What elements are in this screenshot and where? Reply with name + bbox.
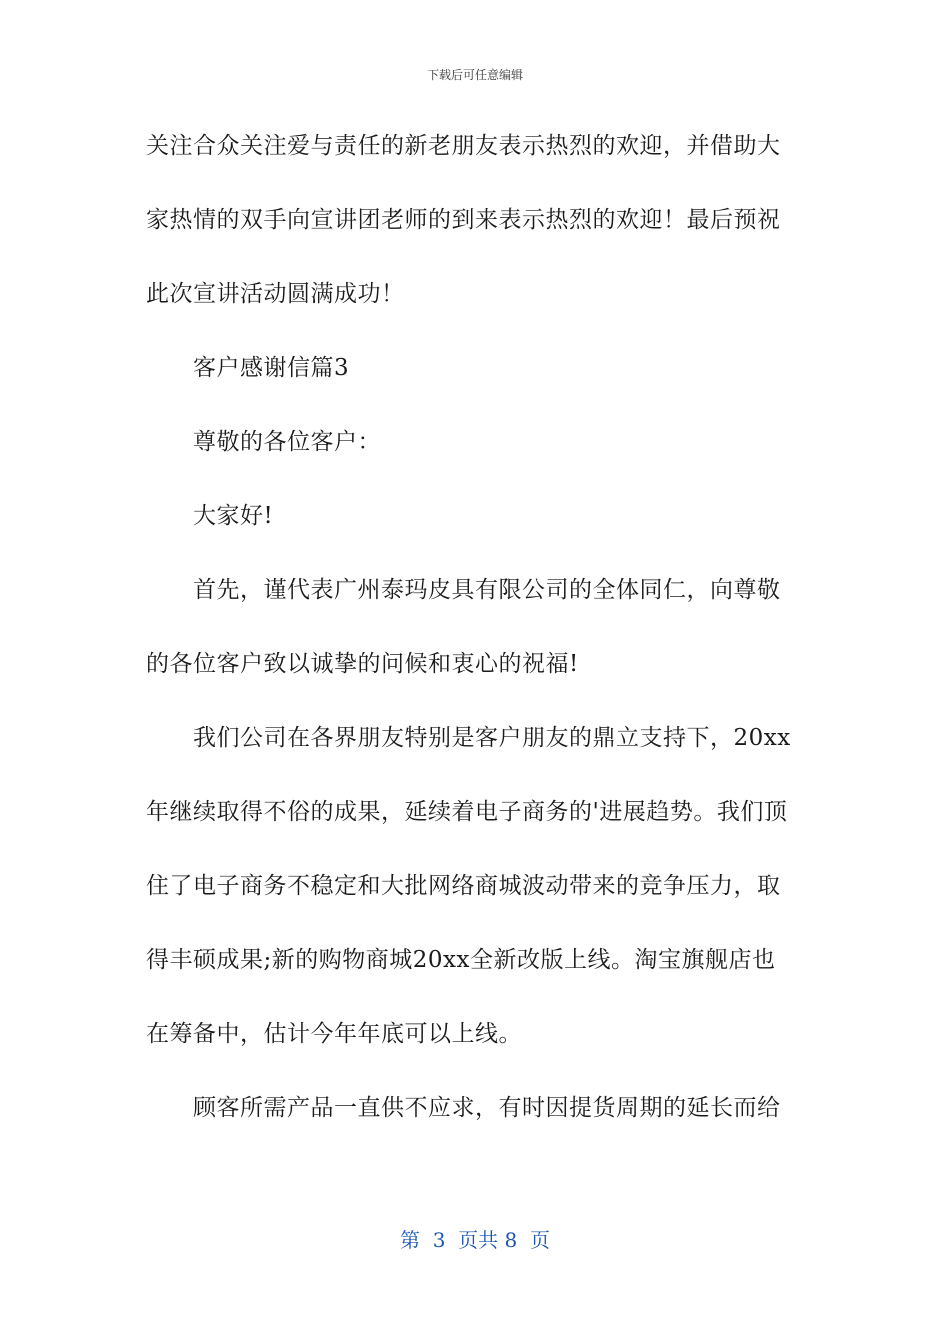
body-line: 顾客所需产品一直供不应求，有时因提货周期的延长而给 <box>193 1095 781 1121</box>
page-header: 下载后可任意编辑 <box>426 68 523 82</box>
section-title: 客户感谢信篇3 <box>193 355 350 381</box>
body-line: 我们公司在各界朋友特别是客户朋友的鼎立支持下，20xx <box>193 725 791 751</box>
body-line: 家热情的双手向宣讲团老师的到来表示热烈的欢迎！最后预祝 <box>146 207 781 233</box>
body-line: 关注合众关注爱与责任的新老朋友表示热烈的欢迎，并借助大 <box>146 133 781 159</box>
document-body <box>146 122 816 1158</box>
salutation: 尊敬的各位客户： <box>193 429 381 455</box>
body-line: 的各位客户致以诚挚的问候和衷心的祝福! <box>146 651 579 677</box>
body-line: 此次宣讲活动圆满成功！ <box>146 281 405 307</box>
body-line: 年继续取得不俗的成果，延续着电子商务的'进展趋势。我们顶 <box>146 799 788 825</box>
body-line: 首先，谨代表广州泰玛皮具有限公司的全体同仁，向尊敬 <box>193 577 781 603</box>
greeting: 大家好! <box>193 503 274 529</box>
page-number-footer: 第 3 页共 8 页 <box>400 1228 550 1252</box>
body-line: 住了电子商务不稳定和大批网络商城波动带来的竞争压力，取 <box>146 873 781 899</box>
body-line: 在筹备中，估计今年年底可以上线。 <box>146 1021 522 1047</box>
body-line: 得丰硕成果;新的购物商城20xx全新改版上线。淘宝旗舰店也 <box>146 947 776 973</box>
